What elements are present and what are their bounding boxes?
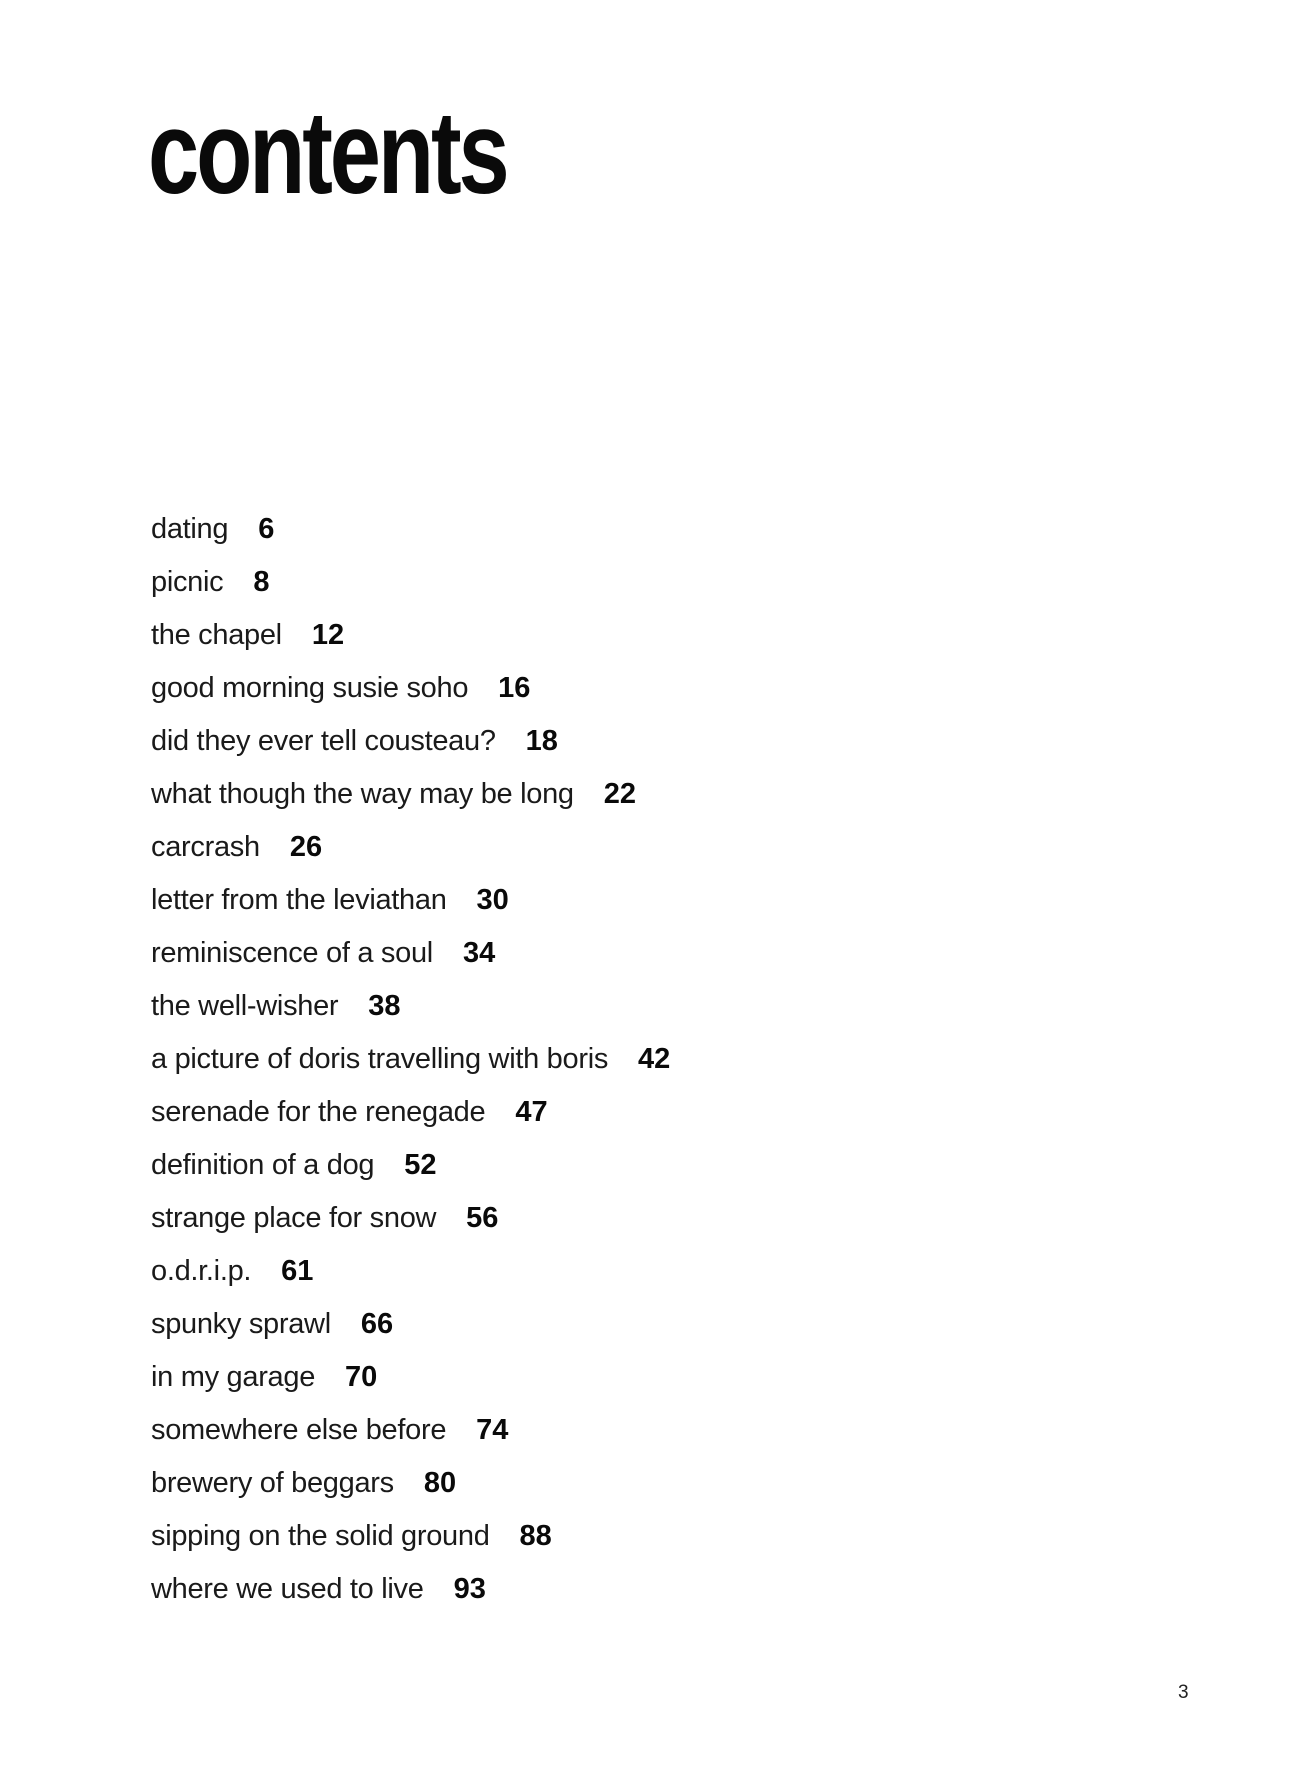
toc-entry-page: 80 xyxy=(423,1467,457,1499)
toc-entry-page: 30 xyxy=(476,884,509,916)
toc-entry-page: 22 xyxy=(603,778,637,810)
toc-entry-page: 38 xyxy=(368,990,401,1022)
toc-entry-title: a picture of doris travelling with boris xyxy=(151,1043,609,1075)
toc-entry-page: 6 xyxy=(258,513,275,545)
toc-entry-title: what though the way may be long xyxy=(151,778,574,810)
toc-entry-page: 42 xyxy=(638,1043,671,1075)
toc-entry xyxy=(151,1192,670,1245)
table-of-contents xyxy=(151,503,670,1616)
toc-entry-title: picnic xyxy=(151,566,224,598)
toc-entry-title: somewhere else before xyxy=(151,1414,447,1446)
toc-entry-page: 16 xyxy=(498,672,531,704)
toc-entry xyxy=(151,1086,670,1139)
toc-entry-title: letter from the leviathan xyxy=(151,884,447,916)
toc-entry-page: 56 xyxy=(466,1202,499,1234)
toc-entry-title: the well-wisher xyxy=(151,990,339,1022)
toc-entry xyxy=(151,1563,670,1616)
toc-entry-page: 8 xyxy=(253,566,270,598)
toc-entry xyxy=(151,1510,670,1563)
toc-entry-page: 26 xyxy=(289,831,323,863)
toc-entry xyxy=(151,1298,670,1351)
toc-entry-page: 52 xyxy=(404,1149,437,1181)
toc-entry xyxy=(151,1245,670,1298)
toc-entry-title: brewery of beggars xyxy=(151,1467,394,1499)
toc-entry xyxy=(151,980,670,1033)
toc-entry xyxy=(151,874,670,927)
toc-entry-title: carcrash xyxy=(151,831,260,863)
toc-entry-title: serenade for the renegade xyxy=(151,1096,486,1128)
toc-entry-page: 18 xyxy=(525,725,558,757)
toc-entry xyxy=(151,1033,670,1086)
toc-entry-title: strange place for snow xyxy=(151,1202,437,1234)
toc-entry xyxy=(151,556,670,609)
toc-entry xyxy=(151,503,670,556)
toc-entry-title: definition of a dog xyxy=(151,1149,375,1181)
toc-entry-title: in my garage xyxy=(151,1361,316,1393)
toc-entry-page: 66 xyxy=(360,1308,394,1340)
toc-entry-page: 88 xyxy=(519,1520,552,1552)
page-number: 3 xyxy=(1178,1682,1189,1703)
toc-entry-page: 74 xyxy=(476,1414,509,1446)
toc-entry-page: 34 xyxy=(462,937,496,969)
toc-entry-title: where we used to live xyxy=(151,1573,424,1605)
toc-entry-title: did they ever tell cousteau? xyxy=(151,725,496,757)
toc-entry-title: good morning susie soho xyxy=(151,672,469,704)
toc-entry xyxy=(151,768,670,821)
toc-entry-page: 70 xyxy=(345,1361,378,1393)
page-title: contents xyxy=(148,87,507,219)
toc-entry-page: 93 xyxy=(453,1573,486,1605)
toc-entry-page: 61 xyxy=(281,1255,314,1287)
toc-entry xyxy=(151,662,670,715)
toc-entry-title: spunky sprawl xyxy=(151,1308,331,1340)
toc-entry xyxy=(151,1139,670,1192)
toc-entry-page: 12 xyxy=(311,619,345,651)
toc-entry-title: o.d.r.i.p. xyxy=(151,1255,252,1287)
toc-entry-title: sipping on the solid ground xyxy=(151,1520,490,1552)
toc-entry xyxy=(151,715,670,768)
toc-entry-page: 47 xyxy=(515,1096,548,1128)
toc-entry xyxy=(151,821,670,874)
toc-entry-title: dating xyxy=(151,513,229,545)
toc-entry xyxy=(151,609,670,662)
toc-entry xyxy=(151,1351,670,1404)
toc-entry xyxy=(151,1404,670,1457)
toc-entry-title: the chapel xyxy=(151,619,282,651)
toc-entry-title: reminiscence of a soul xyxy=(151,937,433,969)
toc-entry xyxy=(151,927,670,980)
toc-entry xyxy=(151,1457,670,1510)
